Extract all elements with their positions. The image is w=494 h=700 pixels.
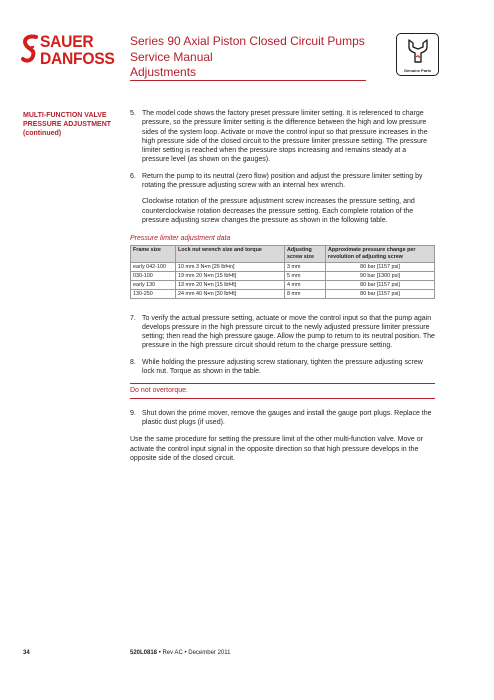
header-rule — [130, 80, 366, 81]
step-6-detail: Clockwise rotation of the pressure adjustment screw increases the pressure setting, and counterclockwise rotation decreases the pressure setting. Each complete rotation of the pressure adjusting screw changes the pressure as shown in the following table. — [142, 198, 415, 224]
manual-subtitle: Service Manual — [130, 49, 213, 64]
table-caption: Pressure limiter adjustment data — [130, 235, 231, 243]
table-cell: 80 bar [1157 psi] — [326, 262, 435, 271]
table-row — [131, 271, 435, 280]
table-cell: 24 mm 40 N•m [30 lbf•ft] — [176, 289, 285, 298]
table-cell: 8 mm — [285, 289, 326, 298]
table-cell: 19 mm 20 N•m [15 lbf•ft] — [176, 271, 285, 280]
step-number: 5. — [130, 110, 136, 117]
document-reference — [130, 650, 231, 656]
table-cell: 90 bar [1300 psi] — [326, 271, 435, 280]
column-header: Approximate pressure change per revolution of adjusting screw — [326, 245, 435, 262]
section-title: Adjustments — [130, 65, 197, 79]
step-text: The model code shows the factory preset pressure limiter setting. It is referenced to charge pressure, so the pressure limiter setting is the difference between the high and low pressure sides of the system loop. Activate or move the control input so that pressure increases in the high pressure side of the closed circuit to the pressure limiter pressure setting. The pressure limiter setting is reached when the pressure stops increasing and remains steady at a pressure level (as shown on the gauges). — [142, 110, 428, 164]
table-cell: 4 mm — [285, 280, 326, 289]
pressure-adjustment-table — [130, 245, 435, 299]
step-text: To verify the actual pressure setting, actuate or move the control input so that the pump again develops pressure in the high pressure circuit to the newly adjusted pressure limiter pressure setting; then read the high pressure gauge. Allow the pump to return to its neutral position. The pressure in the high pressure circuit should return to the charge pressure setting. — [142, 314, 435, 350]
genuine-parts-badge — [396, 33, 439, 76]
genuine-parts-label: Genuine Parts — [403, 68, 432, 73]
manual-title: Series 90 Axial Piston Closed Circuit Pumps — [130, 34, 365, 48]
doc-revision: • Rev AC • December 2011 — [157, 650, 231, 656]
table-cell: 3 mm — [285, 262, 326, 271]
wrench-icon — [406, 38, 430, 64]
closing-paragraph: Use the same procedure for setting the pressure limit of the other multi-function valve. Move or activate the control input signal in the opposite direction so that high pressure develops in the opposite side of the closed circuit. — [130, 436, 423, 462]
step-text: Return the pump to its neutral (zero flow) position and adjust the pressure limiter setting by rotating the pressure adjusting screw with an internal hex wrench. — [142, 172, 423, 190]
table-cell: 030-100 — [131, 271, 176, 280]
column-header: Lock nut wrench size and torque — [176, 245, 285, 262]
table-cell: 80 bar [1157 psi] — [326, 280, 435, 289]
table-row — [131, 280, 435, 289]
table-cell: 80 bar [1157 psi] — [326, 289, 435, 298]
table-cell: 130-250 — [131, 289, 176, 298]
step-number: 8. — [130, 358, 136, 366]
table-row — [131, 289, 435, 298]
logo-mark-icon — [21, 34, 38, 68]
table-cell: 10 mm 3 N•m [26 lbf•in] — [176, 262, 285, 271]
column-header: Frame size — [131, 245, 176, 262]
table-cell: early 042-100 — [131, 262, 176, 271]
column-header: Adjusting screw size — [285, 245, 326, 262]
main-content — [130, 109, 435, 463]
step-9 — [130, 409, 435, 428]
step-number: 9. — [130, 409, 136, 417]
table-cell: early 130 — [131, 280, 176, 289]
sidebar-heading — [23, 111, 118, 138]
logo-danfoss: DANFOSS — [40, 49, 115, 68]
table-header-row — [131, 245, 435, 262]
step-text: Shut down the prime mover, remove the gauges and install the gauge port plugs. Replace the plastic dust plugs (if used). — [142, 409, 432, 426]
sidebar-heading-line3: (continued) — [23, 130, 62, 137]
step-7 — [130, 314, 435, 351]
page-number: 34 — [23, 650, 30, 656]
table-row — [131, 262, 435, 271]
caution-note: Do not overtorque. — [130, 383, 435, 398]
step-number: 7. — [130, 314, 136, 322]
sidebar-heading-line2: PRESSURE ADJUSTMENT — [23, 121, 112, 128]
document-header — [130, 34, 365, 81]
step-number: 6. — [130, 172, 136, 180]
sauer-danfoss-logo — [21, 31, 115, 75]
step-6 — [130, 172, 435, 191]
step-8 — [130, 358, 435, 377]
table-cell: 5 mm — [285, 271, 326, 280]
table-cell: 13 mm 20 N•m [15 lbf•ft] — [176, 280, 285, 289]
step-5 — [130, 109, 435, 165]
sidebar-heading-line1: MULTI-FUNCTION VALVE — [23, 112, 107, 119]
step-text: While holding the pressure adjusting screw stationary, tighten the pressure adjusting screw lock nut. Torque as shown in the table. — [142, 358, 423, 376]
doc-number: 520L0818 — [130, 650, 158, 656]
logo-sauer: SAUER — [40, 32, 94, 51]
